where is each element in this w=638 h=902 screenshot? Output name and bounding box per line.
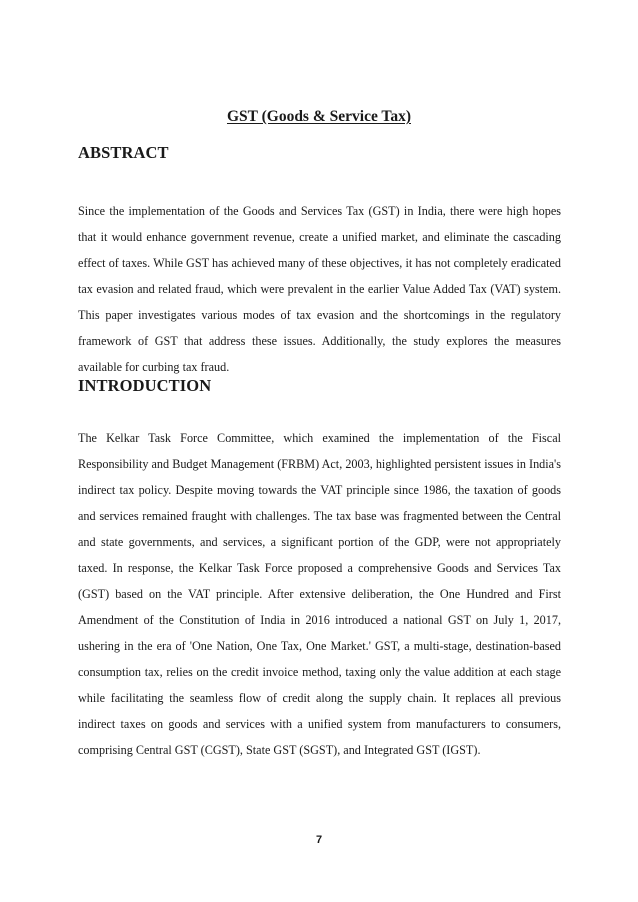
document-title: GST (Goods & Service Tax)	[226, 108, 411, 125]
abstract-paragraph: Since the implementation of the Goods and Services Tax (GST) in India, there were high hopes that it would enhance government revenue, create a unified market, and eliminate the cascading effect of taxes. While GST has achieved many of these objectives, it has not completely eradicated tax evasion and related fraud, which were prevalent in the earlier Value Added Tax (VAT) system. This paper investigates various modes of tax evasion and the shortcomings in the regulatory framework of GST that address these issues. Additionally, the study explores the measures available for curbing tax fraud.	[78, 204, 561, 374]
page-number: 7	[315, 834, 323, 846]
abstract-heading: ABSTRACT	[78, 143, 169, 162]
introduction-paragraph: The Kelkar Task Force Committee, which examined the implementation of the Fiscal Responsibility and Budget Management (FRBM) Act, 2003, highlighted persistent issues in India's indirect tax policy. Despite moving towards the VAT principle since 1986, the taxation of goods and services remained fraught with challenges. The tax base was fragmented between the Central and state governments, and services, a significant portion of the GDP, were not appropriately taxed. In response, the Kelkar Task Force proposed a comprehensive Goods and Services Tax (GST) based on the VAT principle. After extensive deliberation, the One Hundred and First Amendment of the Constitution of India in 2016 introduced a national GST on July 1, 2017, ushering in the era of 'One Nation, One Tax, One Market.' GST, a multi-stage, destination-based consumption tax, relies on the credit invoice method, taxing only the value addition at each stage while facilitating the seamless flow of credit along the supply chain. It replaces all previous indirect taxes on goods and services with a unified system from manufacturers to consumers, comprising Central GST (CGST), State GST (SGST), and Integrated GST (IGST).	[78, 431, 561, 757]
introduction-heading: INTRODUCTION	[78, 376, 212, 395]
